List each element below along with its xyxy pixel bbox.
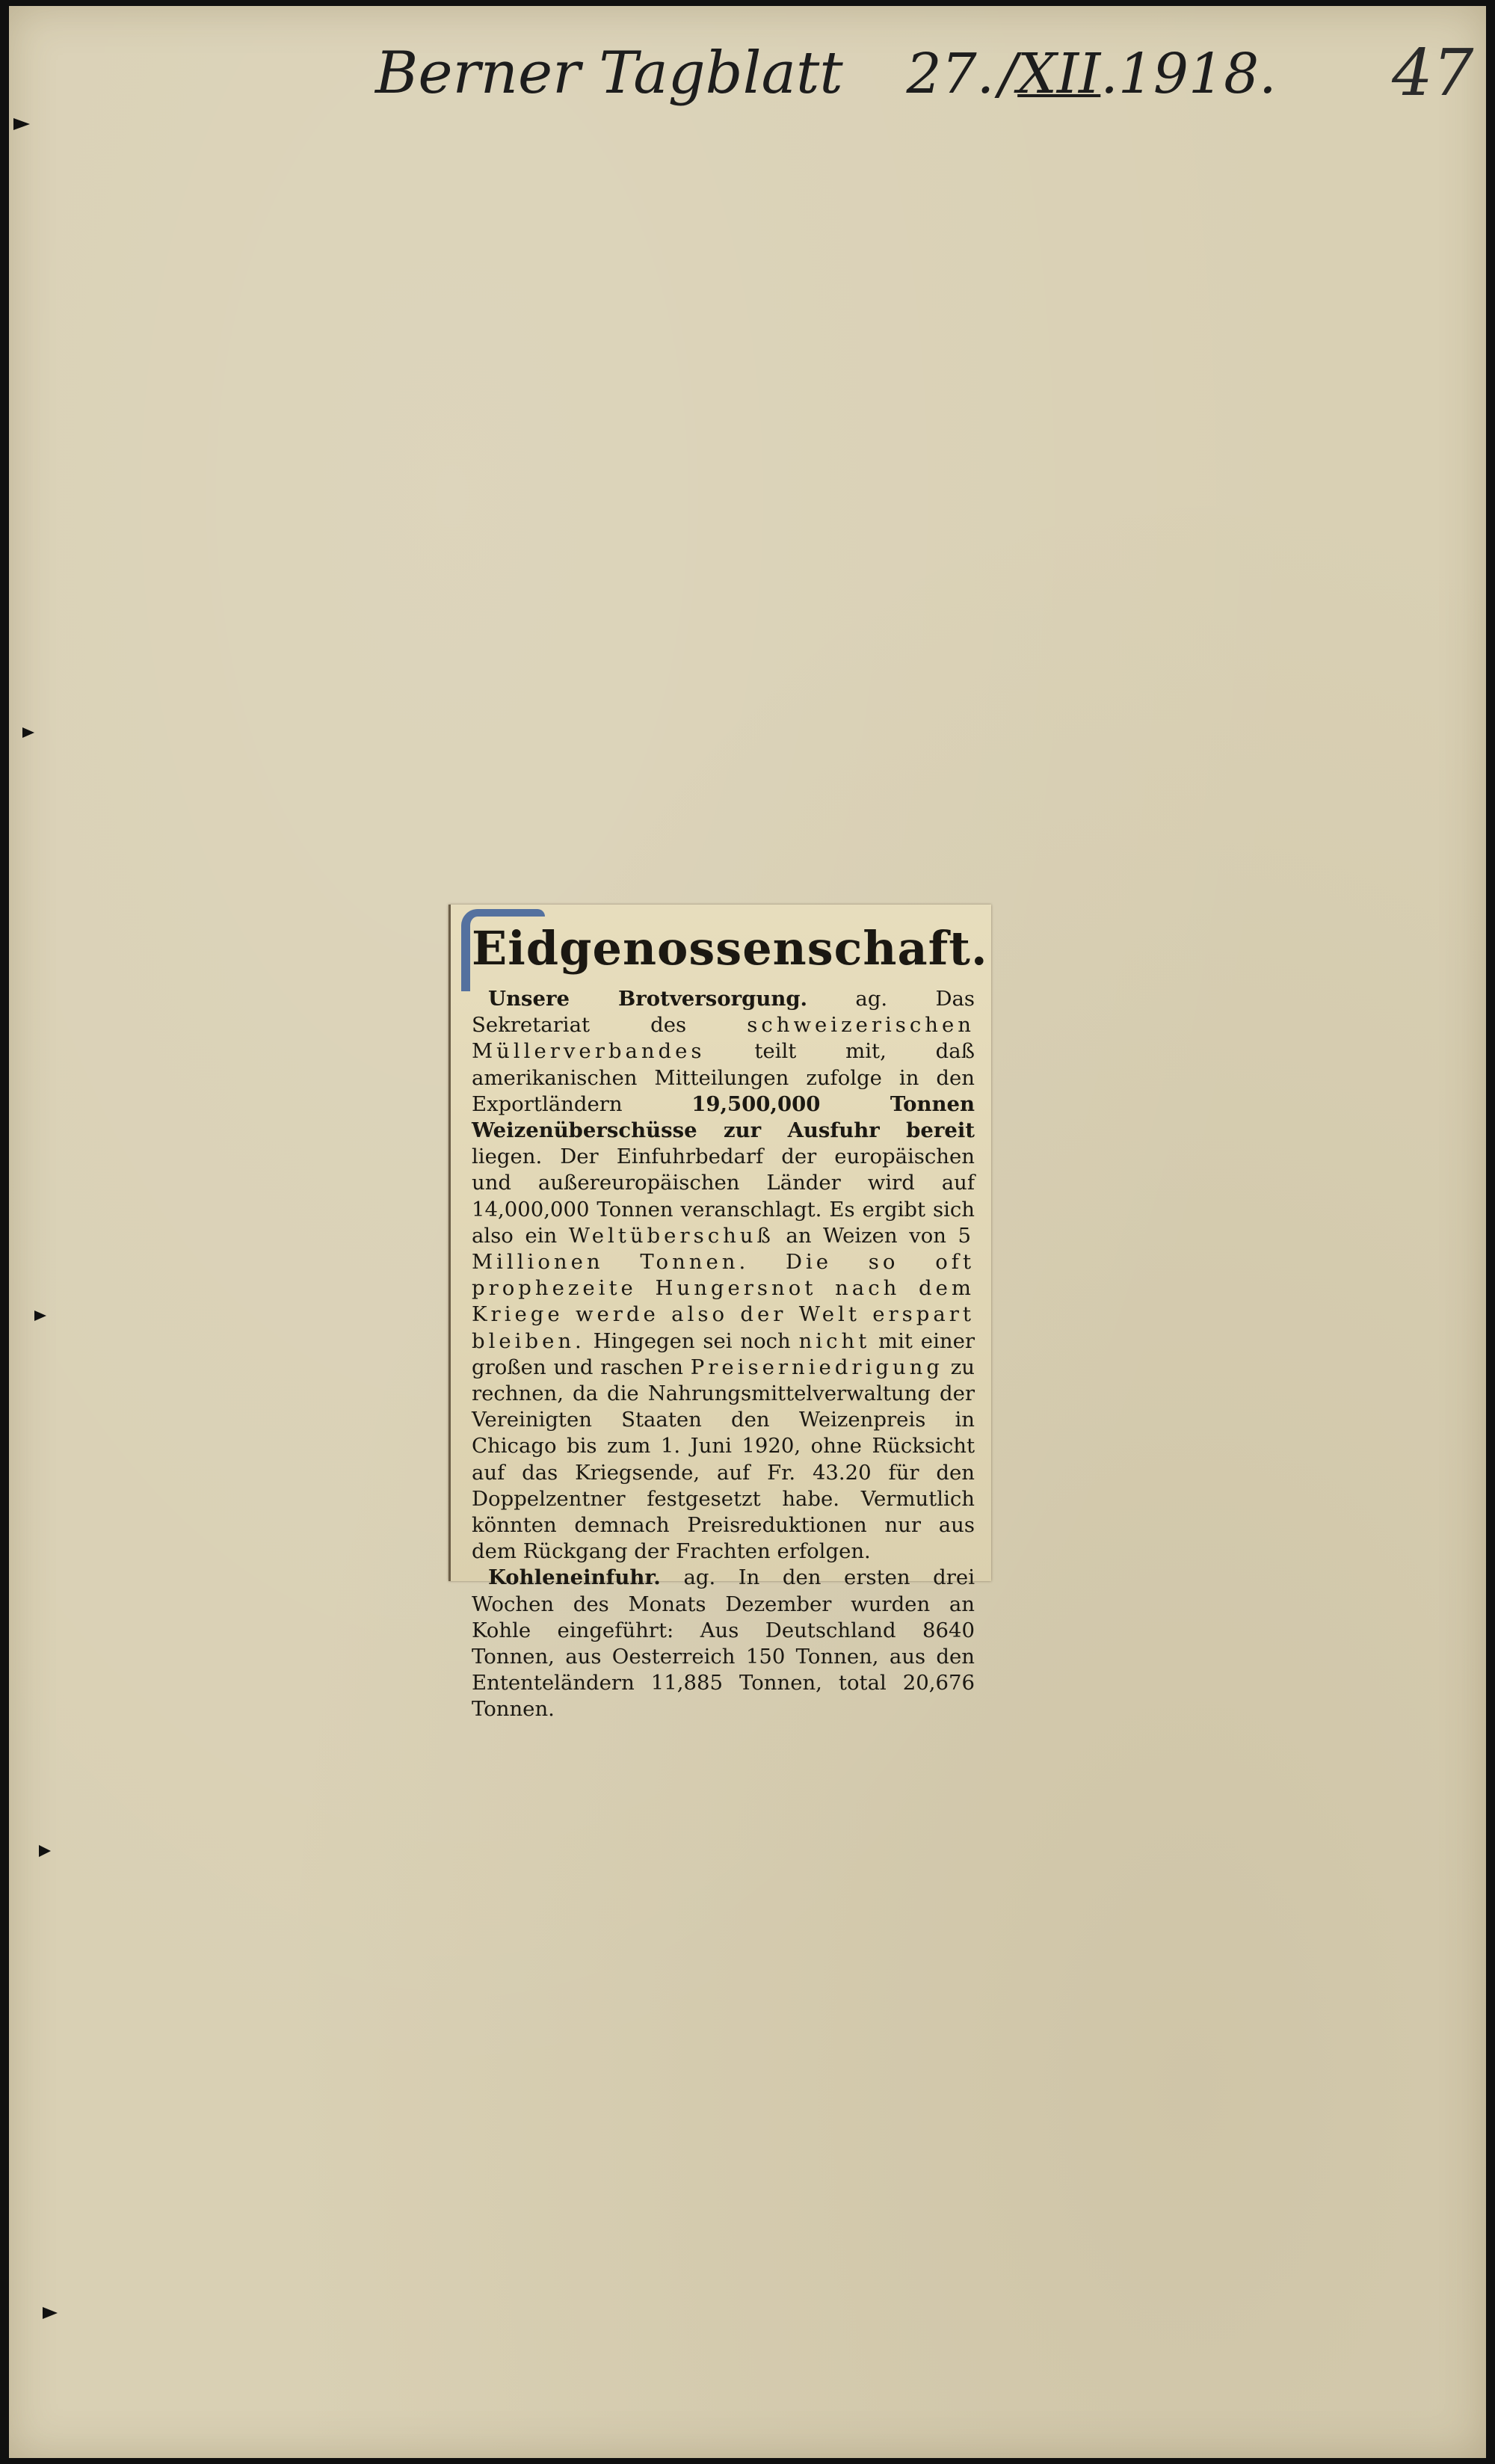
- article-text-bold: 19,500,000 Tonnen Weizenüberschüsse zur Ausfuhr bereit: [472, 1091, 975, 1143]
- binding-hole-mark: [13, 118, 30, 130]
- article-text: liegen. Der Einfuhrbedarf der europäischen und außereuropäischen Länder wird auf 14,000,000 Tonnen veranschlagt. Es ergibt sich also ein: [472, 1145, 975, 1248]
- handwritten-source-note: [375, 40, 1322, 107]
- article-text: Hingegen sei noch: [585, 1328, 799, 1353]
- date-month: XII: [1017, 42, 1101, 106]
- binding-hole-mark: [22, 727, 34, 738]
- archive-sheet: [9, 6, 1486, 2458]
- article-text: an Weizen von: [774, 1223, 958, 1248]
- newspaper-name: Berner Tagblatt: [375, 40, 843, 107]
- binding-hole-mark: [39, 1845, 51, 1857]
- article-text-spaced: Weltüberschuß: [568, 1223, 774, 1248]
- blue-pencil-mark: [461, 909, 545, 991]
- date-day: 27.: [906, 42, 995, 106]
- newspaper-clipping: [449, 905, 991, 1722]
- article-text: zu rechnen, da die Nahrungsmittelverwaltung der Vereinigten Staaten den Weizenpreis in Chicago bis zum 1. Juni 1920, ohne Rücksicht auf das Kriegsende, auf Fr. 43.20 für den Doppelzentner festgesetzt habe. Vermutlich könnten demnach Preisreduktionen nur aus dem Rückgang der Frachten erfolgen.: [472, 1355, 975, 1564]
- article-text-spaced: nicht: [798, 1328, 871, 1353]
- handwritten-date: 27./XII.1918.: [906, 42, 1277, 106]
- binding-hole-mark: [34, 1310, 46, 1321]
- article-title: Kohleneinfuhr.: [488, 1565, 661, 1590]
- article-text: mit einer großen und raschen: [472, 1328, 975, 1379]
- article-kohleneinfuhr: [472, 1565, 975, 1722]
- binding-hole-mark: [43, 2307, 58, 2319]
- article-text: ag. In den ersten drei Wochen des Monats Dezember wurden an Kohle eingeführt: Aus Deutschland 8640 Tonnen, aus Oesterreich 150 Tonnen, aus den Ententeländern 11,885 Tonnen, total 20,676 Tonnen.: [472, 1565, 975, 1722]
- article-title: Unsere Brotversorgung.: [488, 987, 808, 1011]
- clipping-headline: Eidgenossenschaft.: [472, 921, 988, 976]
- article-text-spaced: schweizerischen Müllerverbandes: [472, 1013, 975, 1064]
- article-text-spaced: 5 Millionen Tonnen. Die so oft prophezeite Hungersnot nach dem Kriege werde also der Welt erspart bleiben.: [472, 1223, 975, 1353]
- article-text: teilt mit, daß amerikanischen Mitteilungen zufolge in den Exportländern: [472, 1039, 975, 1116]
- article-text-spaced: Preiserniedrigung: [690, 1355, 943, 1379]
- folio-number: 47: [1392, 36, 1474, 111]
- article-brotversorgung: [472, 986, 975, 1565]
- date-year: .1918.: [1100, 42, 1277, 106]
- article-text: ag. Das Sekretariat des: [472, 987, 975, 1038]
